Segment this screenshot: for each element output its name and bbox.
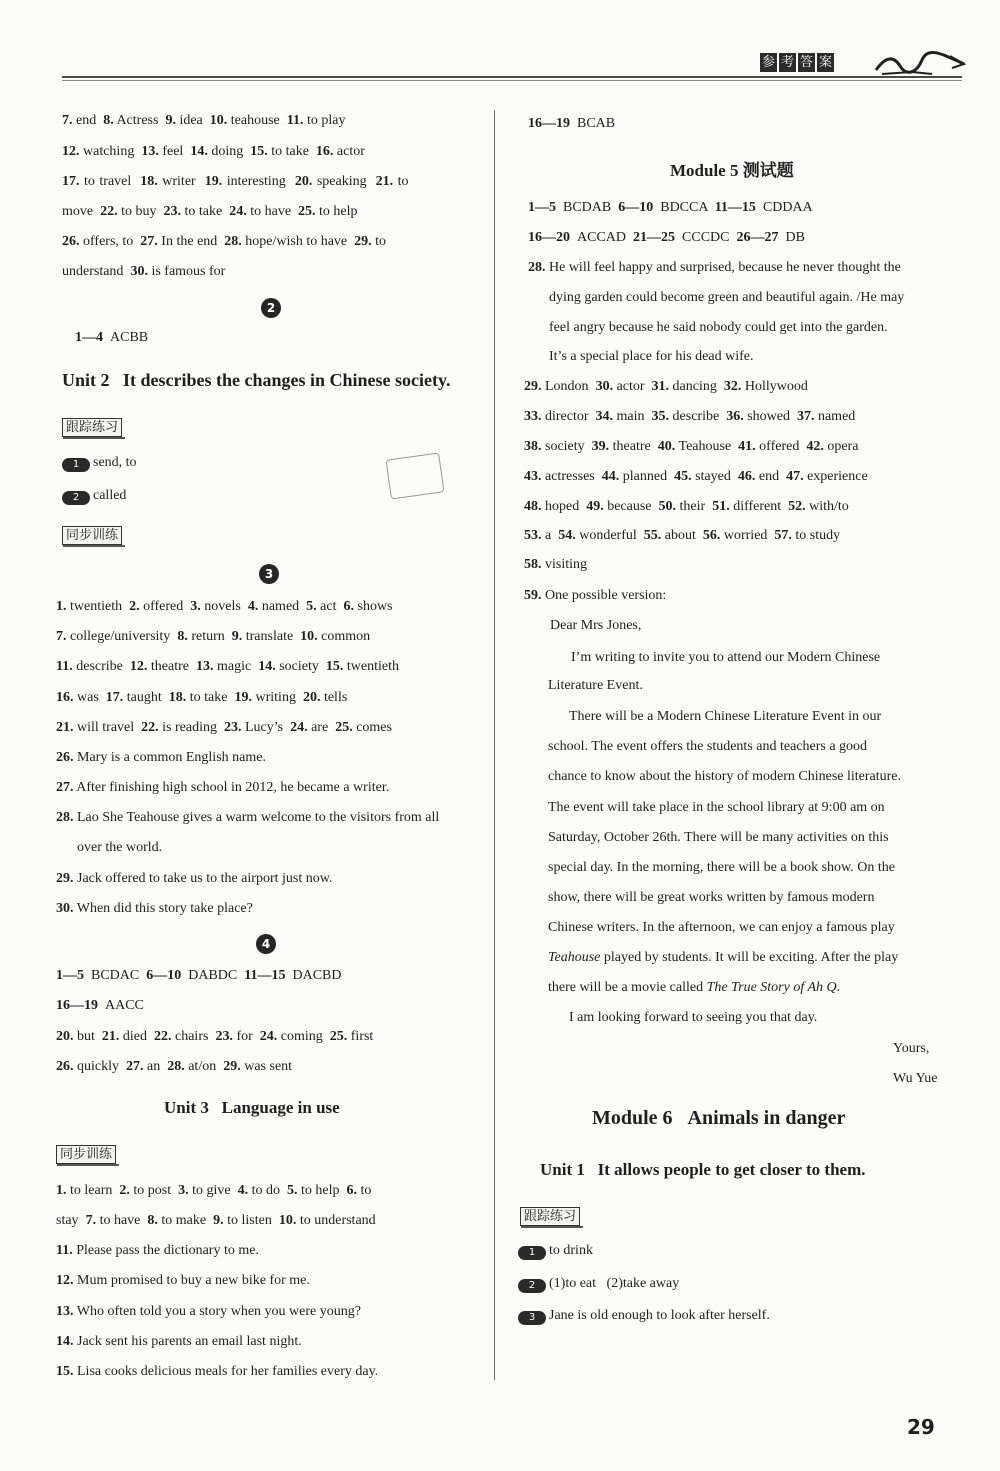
track-answer: (1)to eat (2)take away	[549, 1276, 680, 1291]
track-item	[62, 454, 137, 472]
letter-line: Teahouse played by students. It will be exciting. After the play	[548, 950, 899, 965]
answer-line: understand 30. is famous for	[62, 264, 226, 279]
answer-line: move 22. to buy 23. to take 24. to have 25. to help	[62, 204, 358, 219]
letter-signature: Wu Yue	[893, 1071, 938, 1086]
letter-line: Saturday, October 26th. There will be many activities on this	[548, 830, 889, 845]
answer-line: 38. society 39. theatre 40. Teahouse 41. offered 42. opera	[524, 439, 859, 454]
letter-line: I’m writing to invite you to attend our Modern Chinese	[550, 650, 881, 665]
unit2-heading: Unit 2 It describes the changes in Chinese society.	[62, 370, 451, 390]
section-number-2: 2	[261, 298, 281, 318]
answer-line: feel angry because he said nobody could get into the garden.	[528, 320, 888, 335]
answer-line: 12. Mum promised to buy a new bike for me.	[56, 1273, 310, 1288]
module5-test-heading: Module 5 测试题	[670, 161, 794, 180]
answer-line: 13. Who often told you a story when you were young?	[56, 1304, 361, 1319]
letter-line: special day. In the morning, there will be a book show. On the	[548, 860, 895, 875]
answer-line: 26. Mary is a common English name.	[56, 750, 266, 765]
answer-line: 28. Lao She Teahouse gives a warm welcome to the visitors from all	[56, 810, 440, 825]
header-rule	[62, 76, 962, 78]
header-rule-thin	[62, 80, 962, 81]
answer-line: 7. end 8. Actress 9. idea 10. teahouse 11. to play	[62, 113, 346, 128]
module6-heading: Module 6 Animals in danger	[592, 1107, 846, 1129]
track-answer: send, to	[93, 455, 137, 470]
answer-line: 29. London 30. actor 31. dancing 32. Hollywood	[524, 379, 808, 394]
unit1-heading: Unit 1 It allows people to get closer to them.	[540, 1160, 866, 1179]
sync-training-tag: 同步训练	[56, 1145, 116, 1164]
answer-line: 21. will travel 22. is reading 23. Lucy’s 24. are 25. comes	[56, 720, 392, 735]
brand-logo	[872, 50, 967, 78]
track-answer: called	[93, 488, 127, 503]
section-number-4: 4	[256, 934, 276, 954]
answer-line: 15. Lisa cooks delicious meals for her families every day.	[56, 1364, 379, 1379]
track-item	[62, 487, 126, 505]
item-number-pill: 2	[518, 1279, 546, 1293]
badge-char: 参	[761, 55, 775, 70]
badge-char: 考	[780, 55, 794, 70]
track-item	[518, 1307, 770, 1325]
answer-line: 1. to learn 2. to post 3. to give 4. to do 5. to help 6. to	[56, 1183, 372, 1198]
track-answer: Jane is old enough to look after herself.	[549, 1308, 770, 1323]
answer-line: stay 7. to have 8. to make 9. to listen 10. to understand	[56, 1213, 376, 1228]
letter-line: Literature Event.	[548, 678, 643, 693]
answer-line: 58. visiting	[524, 557, 588, 572]
answer-key-badge	[760, 53, 834, 72]
letter-line: there will be a movie called The True Story of Ah Q.	[548, 980, 841, 995]
answer-line: 16—19 AACC	[56, 998, 144, 1013]
answer-line: 26. offers, to 27. In the end 28. hope/wish to have 29. to	[62, 234, 387, 249]
item-number-pill: 1	[62, 458, 90, 472]
answer-line: 53. a 54. wonderful 55. about 56. worried 57. to study	[524, 528, 841, 543]
answer-line: 16—19 BCAB	[528, 116, 616, 131]
answer-line: 12. watching 13. feel 14. doing 15. to take 16. actor	[62, 144, 365, 159]
column-divider	[494, 110, 495, 1380]
letter-line: school. The event offers the students and teachers a good	[548, 739, 868, 754]
letter-line: Chinese writers. In the afternoon, we can enjoy a famous play	[548, 920, 895, 935]
answer-line: 16. was 17. taught 18. to take 19. writing 20. tells	[56, 690, 348, 705]
track-item	[518, 1242, 593, 1260]
answer-line: 48. hoped 49. because 50. their 51. different 52. with/to	[524, 499, 849, 514]
track-practice-tag: 跟踪练习	[520, 1207, 580, 1226]
answer-line: 1—4 ACBB	[75, 330, 149, 345]
answer-line: 30. When did this story take place?	[56, 901, 253, 916]
item-number-pill: 2	[62, 491, 90, 505]
item-number-pill: 1	[518, 1246, 546, 1260]
page-number: 29	[907, 1415, 935, 1439]
section-number-3: 3	[259, 564, 279, 584]
track-item	[518, 1275, 679, 1293]
letter-line: I am looking forward to seeing you that day.	[548, 1010, 818, 1025]
answer-line: 27. After finishing high school in 2012, he became a writer.	[56, 780, 390, 795]
letter-line: Dear Mrs Jones,	[550, 618, 642, 633]
answer-line: 14. Jack sent his parents an email last night.	[56, 1334, 302, 1349]
answer-line: 28. He will feel happy and surprised, because he never thought the	[528, 260, 901, 275]
badge-char: 答	[799, 55, 813, 70]
letter-closing: Yours,	[893, 1041, 930, 1056]
answer-line: 33. director 34. main 35. describe 36. showed 37. named	[524, 409, 856, 424]
answer-line: dying garden could become green and beautiful again. /He may	[528, 290, 905, 305]
answer-line: It’s a special place for his dead wife.	[528, 349, 754, 364]
letter-line: show, there will be great works written by famous modern	[548, 890, 875, 905]
unit3-heading: Unit 3 Language in use	[164, 1098, 340, 1117]
badge-char: 案	[818, 55, 832, 70]
answer-line: 29. Jack offered to take us to the airport just now.	[56, 871, 333, 886]
answer-line: 1. twentieth 2. offered 3. novels 4. named 5. act 6. shows	[56, 599, 393, 614]
track-practice-tag: 跟踪练习	[62, 418, 122, 437]
letter-line: The event will take place in the school library at 9:00 am on	[548, 800, 885, 815]
answer-line: 43. actresses 44. planned 45. stayed 46. end 47. experience	[524, 469, 868, 484]
answer-line: 20. but 21. died 22. chairs 23. for 24. coming 25. first	[56, 1029, 374, 1044]
answer-line: 16—20 ACCAD 21—25 CCCDC 26—27 DB	[528, 230, 805, 245]
answer-line: 7. college/university 8. return 9. translate 10. common	[56, 629, 371, 644]
answer-line: 11. Please pass the dictionary to me.	[56, 1243, 259, 1258]
watermark-stamp	[385, 452, 444, 499]
item-number-pill: 3	[518, 1311, 546, 1325]
answer-line: 17. to travel 18. writer 19. interesting 20. speaking 21. to	[62, 174, 409, 189]
answer-line: 59. One possible version:	[524, 588, 667, 603]
answer-line: 1—5 BCDAC 6—10 DABDC 11—15 DACBD	[56, 968, 342, 983]
sync-training-tag: 同步训练	[62, 526, 122, 545]
track-answer: to drink	[549, 1243, 593, 1258]
answer-line: 1—5 BCDAB 6—10 BDCCA 11—15 CDDAA	[528, 200, 813, 215]
letter-line: chance to know about the history of modern Chinese literature.	[548, 769, 902, 784]
answer-line: 26. quickly 27. an 28. at/on 29. was sent	[56, 1059, 293, 1074]
answer-line: over the world.	[56, 840, 163, 855]
answer-line: 11. describe 12. theatre 13. magic 14. society 15. twentieth	[56, 659, 399, 674]
letter-line: There will be a Modern Chinese Literature Event in our	[548, 709, 882, 724]
